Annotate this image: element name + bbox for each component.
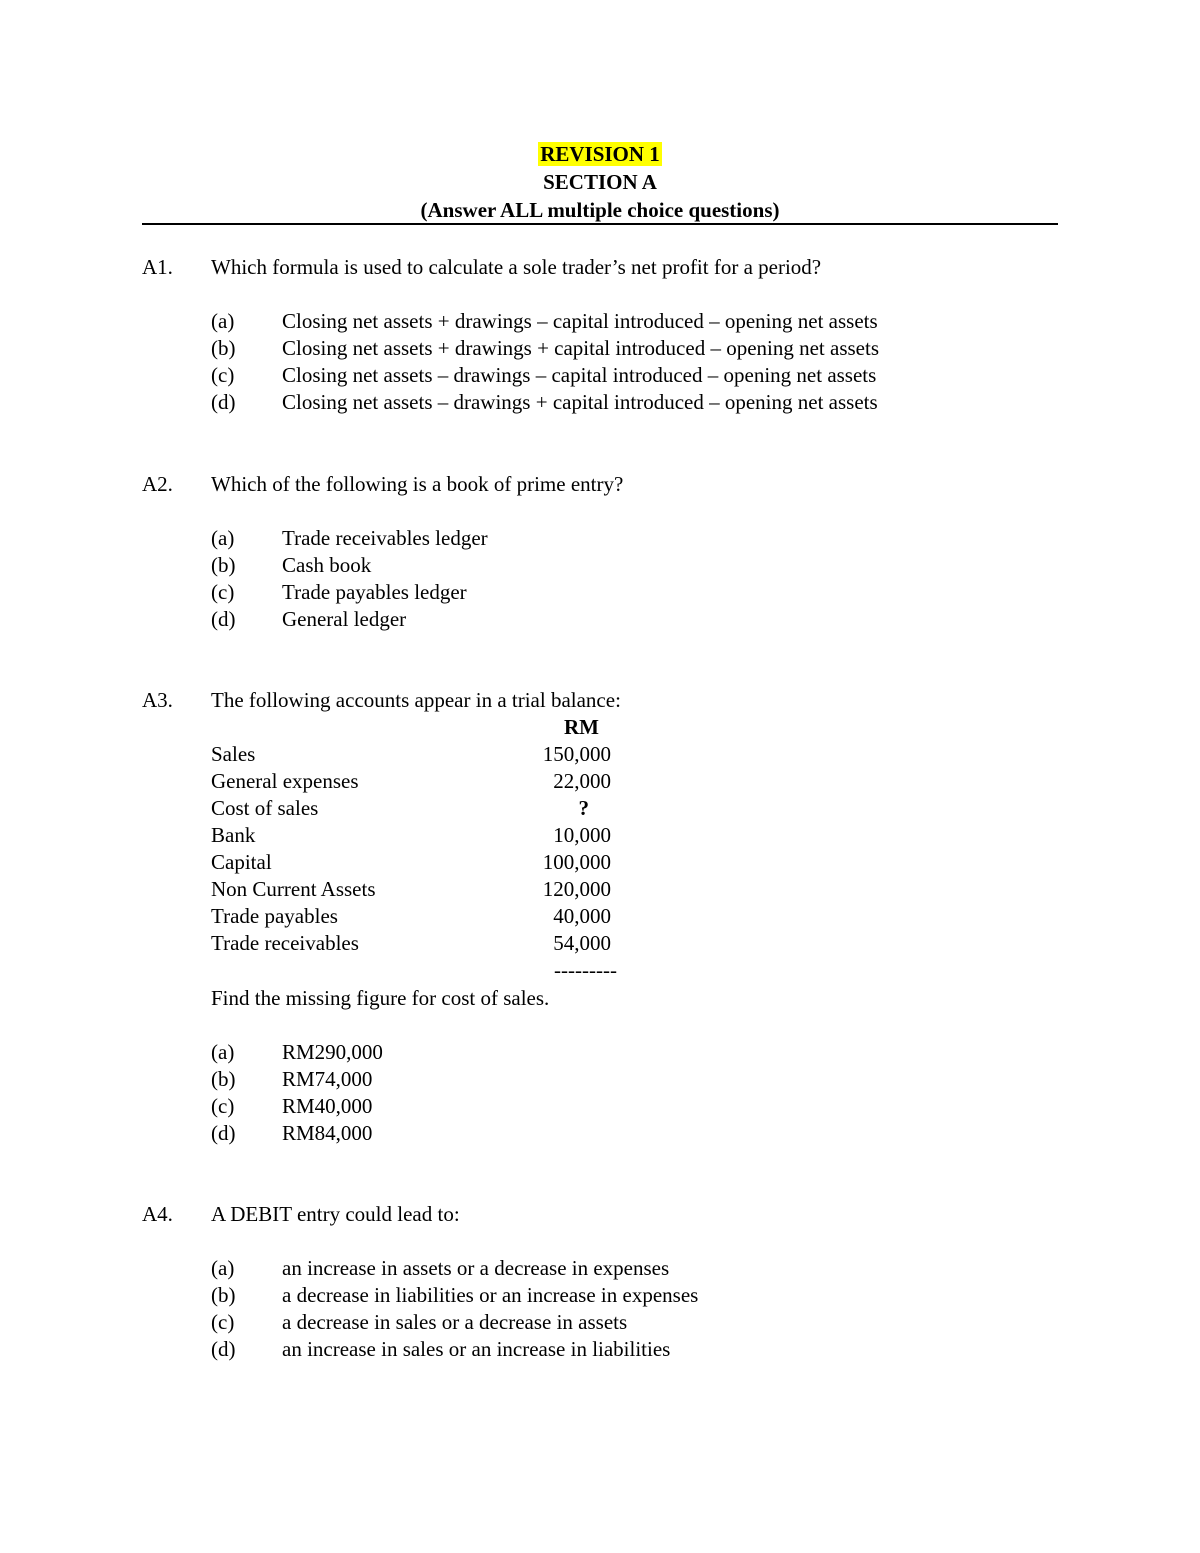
question-text: Which of the following is a book of prime entry?	[211, 472, 624, 496]
option-b	[211, 1066, 1011, 1093]
question-text: The following accounts appear in a trial balance:	[211, 688, 621, 712]
option-text: Trade payables ledger	[282, 580, 467, 604]
option-text: RM290,000	[282, 1040, 383, 1064]
account-amount: 54,000	[553, 931, 611, 955]
option-letter: (d)	[211, 1337, 236, 1361]
account-name: Trade receivables	[211, 931, 359, 955]
option-text: RM40,000	[282, 1094, 373, 1118]
section-title: SECTION A	[543, 170, 657, 194]
option-letter: (a)	[211, 1040, 235, 1064]
option-d	[211, 606, 1011, 633]
total-separator	[211, 957, 617, 984]
question-a2	[142, 471, 1058, 641]
option-text: Closing net assets + drawings + capital introduced – opening net assets	[282, 336, 879, 360]
option-letter: (b)	[211, 1067, 236, 1091]
option-a	[211, 1255, 1011, 1282]
account-name: General expenses	[211, 769, 359, 793]
question-text: Which formula is used to calculate a sole trader’s net profit for a period?	[211, 255, 822, 279]
header-divider	[142, 223, 1058, 225]
option-letter: (c)	[211, 580, 235, 604]
options-list	[211, 1039, 1011, 1147]
account-name: Cost of sales	[211, 796, 319, 820]
question-prompt: Find the missing figure for cost of sales.	[211, 986, 550, 1010]
option-letter: (d)	[211, 607, 236, 631]
option-text: an increase in sales or an increase in liabilities	[282, 1337, 671, 1361]
trial-balance-table	[211, 714, 617, 984]
account-amount: 40,000	[553, 904, 611, 928]
account-amount: 10,000	[553, 823, 611, 847]
option-letter: (b)	[211, 336, 236, 360]
table-row	[211, 903, 611, 930]
document-header	[142, 140, 1058, 224]
account-amount: 150,000	[542, 742, 611, 766]
option-text: a decrease in sales or a decrease in assets	[282, 1310, 628, 1334]
option-a	[211, 1039, 1011, 1066]
option-b	[211, 335, 1011, 362]
table-row	[211, 741, 611, 768]
option-letter: (a)	[211, 1256, 235, 1280]
options-list	[211, 1255, 1011, 1363]
account-name: Capital	[211, 850, 272, 874]
option-text: RM74,000	[282, 1067, 373, 1091]
option-c	[211, 1309, 1011, 1336]
dash-line: ---------	[554, 958, 617, 982]
option-a	[211, 525, 1011, 552]
table-row	[211, 768, 611, 795]
missing-amount: ?	[578, 796, 589, 820]
table-row	[211, 795, 611, 822]
options-list	[211, 525, 1011, 633]
question-number: A2.	[142, 472, 173, 496]
option-text: RM84,000	[282, 1121, 373, 1145]
account-name: Sales	[211, 742, 256, 766]
options-list	[211, 308, 1011, 416]
option-letter: (a)	[211, 309, 235, 333]
option-letter: (c)	[211, 363, 235, 387]
question-number: A1.	[142, 255, 173, 279]
option-a	[211, 308, 1011, 335]
revision-title: REVISION 1	[540, 142, 660, 166]
currency-header: RM	[564, 715, 599, 739]
option-c	[211, 1093, 1011, 1120]
table-row	[211, 876, 611, 903]
account-name: Bank	[211, 823, 256, 847]
table-row	[211, 822, 611, 849]
option-d	[211, 389, 1011, 416]
option-letter: (d)	[211, 390, 236, 414]
option-b	[211, 1282, 1011, 1309]
option-letter: (c)	[211, 1310, 235, 1334]
question-a4	[142, 1201, 1058, 1371]
option-text: General ledger	[282, 607, 407, 631]
option-d	[211, 1120, 1011, 1147]
question-number: A3.	[142, 688, 173, 712]
question-a3	[142, 687, 1058, 1157]
option-text: Closing net assets – drawings + capital introduced – opening net assets	[282, 390, 878, 414]
option-text: an increase in assets or a decrease in expenses	[282, 1256, 670, 1280]
option-letter: (b)	[211, 1283, 236, 1307]
option-letter: (d)	[211, 1121, 236, 1145]
option-d	[211, 1336, 1011, 1363]
table-row	[211, 849, 611, 876]
option-text: Closing net assets + drawings – capital introduced – opening net assets	[282, 309, 878, 333]
option-letter: (a)	[211, 526, 235, 550]
question-a1	[142, 254, 1058, 424]
account-name: Non Current Assets	[211, 877, 376, 901]
option-b	[211, 552, 1011, 579]
account-amount: 22,000	[553, 769, 611, 793]
section-instruction: (Answer ALL multiple choice questions)	[420, 198, 780, 222]
table-row	[211, 930, 611, 957]
option-letter: (b)	[211, 553, 236, 577]
account-amount: 120,000	[542, 877, 611, 901]
option-text: Closing net assets – drawings – capital introduced – opening net assets	[282, 363, 877, 387]
option-c	[211, 579, 1011, 606]
option-text: Trade receivables ledger	[282, 526, 488, 550]
question-number: A4.	[142, 1202, 173, 1226]
trial-balance-header	[211, 714, 611, 741]
account-amount: 100,000	[542, 850, 611, 874]
option-letter: (c)	[211, 1094, 235, 1118]
question-text: A DEBIT entry could lead to:	[211, 1202, 460, 1226]
option-text: a decrease in liabilities or an increase in expenses	[282, 1283, 699, 1307]
option-text: Cash book	[282, 553, 372, 577]
account-name: Trade payables	[211, 904, 338, 928]
option-c	[211, 362, 1011, 389]
